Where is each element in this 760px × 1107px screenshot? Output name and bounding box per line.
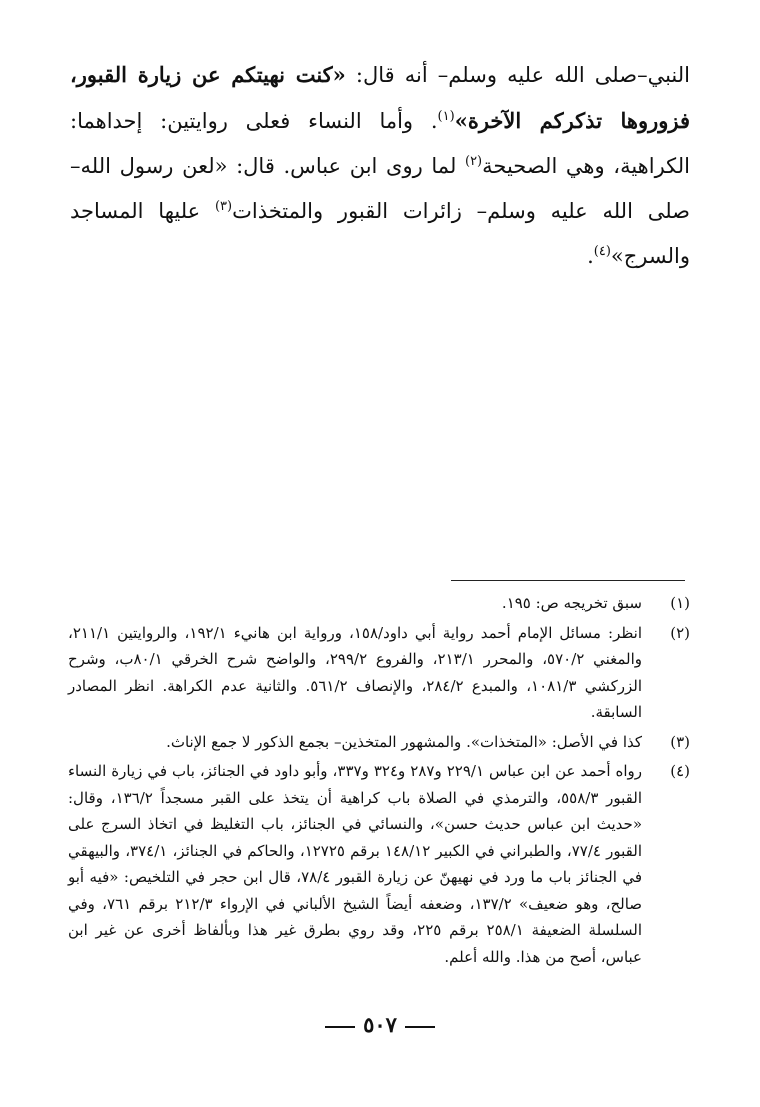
footnote-number: (٣)	[670, 732, 690, 751]
page-number-dash	[405, 1026, 435, 1028]
text-segment: النبي–صلى الله عليه وسلم– أنه قال:	[345, 63, 690, 87]
text-segment: عليها المساجد والسرج»	[70, 199, 690, 268]
text-segment: . وأما النساء فعلى روايتين: إحداهما: الكراهية، وهي الصحيحة	[70, 109, 690, 178]
page-number-dash	[325, 1026, 355, 1028]
text-segment: .	[587, 244, 594, 268]
hadith-quote: «كنت نهيتكم عن زيارة القبور، فزوروها تذكركم الآخرة»	[70, 62, 691, 133]
footnote-number: (٤)	[670, 762, 690, 780]
footnote-item	[68, 758, 690, 970]
footnote-number: (١)	[670, 594, 690, 612]
main-paragraph	[70, 52, 690, 279]
footnote-marker[interactable]: (١)	[437, 109, 455, 124]
page-number-value: ٥٠٧	[363, 1012, 397, 1037]
footnotes	[68, 590, 690, 973]
footnote-text: رواه أحمد عن ابن عباس ٢٢٩/١ و٢٨٧ و٣٢٤ و٣٣٧، وأبو داود في الجنائز، باب في زيارة النساء القبور ٥٥٨/٣، والترمذي في الصلاة باب كراهية أن يتخذ على القبر مسجداً ١٣٦/٢، وقال: «حديث ابن عباس حديث حسن»، والنسائي في الجنائز، باب التغليظ في اتخاذ السرج على القبور ٧٧/٤، والطبراني في الكبير ١٤٨/١٢ برقم ١٢٧٢٥، والحاكم في الجنائز، ٣٧٤/١، والبيهقي في الجنائز باب ما ورد في نهيهنّ عن زيارة القبور ٧٨/٤، قال ابن حجر في التلخيص: «فيه أبو صالح، وهو ضعيف» ١٣٧/٢، وضعفه أيضاً الشيخ الألباني في الإرواء ٢١٢/٣ برقم ٧٦١، وفي السلسلة الضعيفة ٢٥٨/١ برقم ٢٢٥، وقد روي بطرق غير هذا وبألفاظ أخرى عن غير ابن عباس، أصح من هذا. والله أعلم.	[68, 762, 643, 966]
footnote-marker[interactable]: (٢)	[464, 154, 483, 169]
main-text	[70, 52, 690, 279]
page-number	[0, 1012, 760, 1037]
footnote-marker[interactable]: (٤)	[593, 244, 611, 259]
footnote-text: انظر: مسائل الإمام أحمد رواية أبي داود/١٥٨، ورواية ابن هانيء ١٩٢/١، والروايتين ٢١١/١، والمغني ٥٧٠/٢، والمحرر ٢١٣/١، والفروع ٢٩٩/٢، والواضح شرح الخرقي ٨٠/١ب، وشرح الزركشي ١٠٨١/٣، والمبدع ٢٨٤/٢، والإنصاف ٥٦١/٢. والثانية عدم الكراهة. انظر المصادر السابقة.	[68, 623, 642, 721]
footnote-divider	[451, 580, 685, 581]
footnote-item	[68, 729, 690, 756]
footnote-text: سبق تخريجه ص: ١٩٥.	[501, 594, 642, 612]
footnote-item	[68, 620, 690, 726]
footnote-number: (٢)	[670, 623, 690, 642]
footnote-item	[68, 590, 690, 617]
footnote-text: كذا في الأصل: «المتخذات». والمشهور المتخذين– بجمع الذكور لا جمع الإناث.	[166, 732, 642, 751]
text-segment: لما روى ابن عباس. قال: «لعن رسول الله– صلى الله عليه وسلم– زائرات القبور والمتخذات	[70, 154, 690, 223]
footnote-marker[interactable]: (٣)	[214, 199, 233, 214]
